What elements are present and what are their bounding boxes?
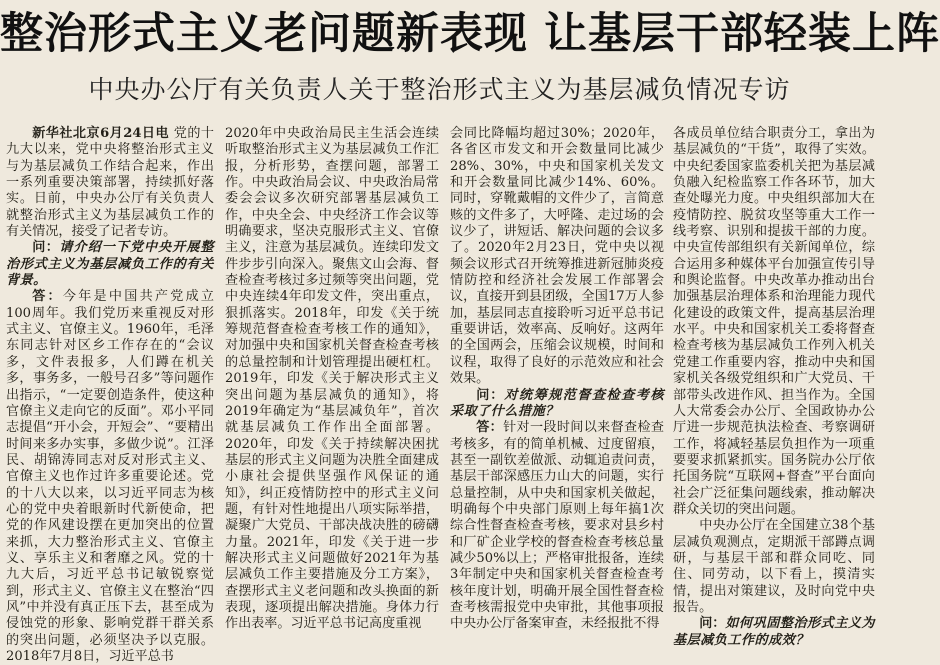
paragraph-text: 2020年中央政治局民主生活会连续听取整治形式主义为基层减负工作汇报，分析形势，查摆问题，部署工作。中央政治局会议、中央政治局常委会会议多次研究部署基层减负工作，中央全会、中央经济工作会议等明确要求，坚决克服形式主义、官僚主义，注意为基层减负。连续印发文件步步引向深入。聚焦文山会海、督查检查考核过多过频等突出问题，党中央连续4年印发文件，突出重点，狠抓落实。2018年，印发《关于统筹规范督查检查考核工作的通知》，对加强中央和国家机关督查检查考核的总量控制和计划管理提出硬杠杠。2019年，印发《关于解决形式主义突出问题为基层减负的通知》，将2019年确定为“基层减负年”，首次就基层减负工作作出全面部署。2020年，印发《关于持续解决困扰基层的形式主义问题为决胜全面建成小康社会提供坚强作风保证的通知》，纠正疫情防控中的形式主义问题，有针对性地提出八项实际举措，凝聚广大党员、干部决战决胜的磅礴力量。2021年，印发《关于进一步解决形式主义问题做好2021年为基层减负工作主要措施及分工方案》，查摆形式主义老问题和改头换面的新表现，逐项提出解决措施。身体力行作出表率。习近平总书记高度重视	[225, 126, 439, 632]
question-text: 请介绍一下党中央开展整治形式主义为基层减负工作的有关背景。	[6, 240, 214, 289]
paragraph-text: 会同比降幅均超过30%；2020年，各省区市发文和开会数量同比减少28%、30%，中央和国家机关发文和开会数量同比减少14%、60%。同时，穿靴戴帽的文件少了，言简意赅的文件多了，大呼隆、走过场的会议少了，讲短话、解决问题的会议多了。2020年2月23日，党中央以视频会议形式召开统筹推进新冠肺炎疫情防控和经济社会发展工作部署会议，直接开到县团级，全国17万人参加，基层同志直接聆听习近平总书记重要讲话，效率高、反响好。这两年的全国两会，压缩会议规模，时间和议程，取得了良好的示范效应和社会效果。	[450, 126, 664, 387]
article-column-3	[450, 126, 665, 632]
subhead: 中央办公厅有关负责人关于整治形式主义为基层减负情况专访	[88, 75, 791, 104]
paragraph-text: 中央办公厅在全国建立38个基层减负观测点，定期派干部蹲点调研，与基层干部和群众同吃、同住、同劳动，以下看上，摸清实情，提出对策建议，及时向党中央报告。	[673, 518, 875, 615]
article-paragraph	[673, 518, 875, 616]
article-paragraph	[6, 126, 214, 240]
article-paragraph	[450, 126, 664, 388]
dateline: 新华社北京6月24日电	[32, 126, 170, 141]
paragraph-text: 党的十九大以来，党中央将整治形式主义与为基层减负工作结合起来，作出一系列重要决策部署，持续抓好落实。日前，中央办公厅有关负责人就整治形式主义为基层减负工作的有关情况，接受了记者专访。	[6, 126, 214, 240]
article-paragraph	[225, 126, 439, 633]
article-column-4	[673, 126, 875, 648]
paragraph-text: 今年是中国共产党成立100周年。我们党历来重视反对形式主义、官僚主义。1960年，毛泽东同志针对区乡工作存在的“会议多，文件表报多，人们蹲在机关多，事务多，一般号召多”等问题作出指示，“一定要创造条件，使这种官僚主义走向它的反面”。邓小平同志提倡“开小会，开短会”、“要精出时间来多办实事，多做少说”。江泽民、胡锦涛同志对反对形式主义、官僚主义也作过许多重要论述。党的十八大以来，以习近平同志为核心的党中央着眼新时代新使命，把党的作风建设摆在更加突出的位置来抓，大力整治形式主义、官僚主义、享乐主义和奢靡之风。党的十九大后，习近平总书记敏锐察觉到，形式主义、官僚主义在整治“四风”中并没有真正压下去，甚至成为侵蚀党的形象、影响党群干群关系的突出问题，必须坚决予以克服。2018年7月8日，习近平总书	[6, 289, 215, 664]
question-text: 对统筹规范督查检查考核采取了什么措施？	[450, 387, 664, 419]
paragraph-text: 针对一段时间以来督查检查考核多，有的简单机械、过度留痕，甚至一副钦差做派、动辄追责问责，基层干部深感压力山大的问题，实行总量控制，从中央和国家机关做起，明确每个中央部门原则上每年搞1次综合性督查检查考核，要求对县乡村和厂矿企业学校的督查检查考核总量减少50%以上；严格审批报备，连续3年制定中央和国家机关督查检查考核年度计划，明确开展全国性督查检查考核需报党中央审批，其他事项报中央办公厅备案审查，未经报批不得	[450, 420, 665, 632]
article-paragraph	[6, 289, 214, 665]
article-paragraph	[673, 126, 875, 518]
question-label: 问：	[32, 240, 60, 256]
answer-label: 答：	[32, 289, 63, 305]
article-paragraph	[450, 420, 664, 632]
paragraph-text: 各成员单位结合职责分工，拿出为基层减负的“干货”，取得了实效。中央纪委国家监委机关把为基层减负融入纪检监察工作各环节，加大查处曝光力度。中央组织部加大在疫情防控、脱贫攻坚等重大工作一线考察、识别和提拔干部的力度。中央宣传部组织有关新闻单位，综合运用多种媒体平台加强宣传引导和舆论监督。中央改革办推动出台加强基层治理体系和治理能力现代化建设的政策文件，提高基层治理水平。中央和国家机关工委将督查检查考核为基层减负工作列入机关党建工作重要内容，推动中央和国家机关各级党组织和广大党员、干部带头改进作风、担当作为。全国人大常委会办公厅、全国政协办公厅进一步规范执法检查、考察调研工作，将减轻基层负担作为一项重要要求抓紧抓实。国务院办公厅依托国务院“互联网+督查”平台面向社会广泛征集问题线索，推动解决群众关切的突出问题。	[673, 126, 875, 517]
question-paragraph	[450, 388, 664, 421]
article-column-1	[6, 126, 215, 664]
question-paragraph	[6, 240, 214, 289]
question-label: 问：	[476, 387, 505, 403]
question-paragraph	[673, 616, 875, 649]
article-column-2	[225, 126, 439, 632]
headline: 整治形式主义老问题新表现 让基层干部轻装上阵	[0, 9, 940, 59]
question-text: 如何巩固整治形式主义为基层减负工作的成效？	[673, 616, 875, 648]
question-label: 问：	[699, 616, 726, 632]
answer-label: 答：	[476, 420, 504, 436]
